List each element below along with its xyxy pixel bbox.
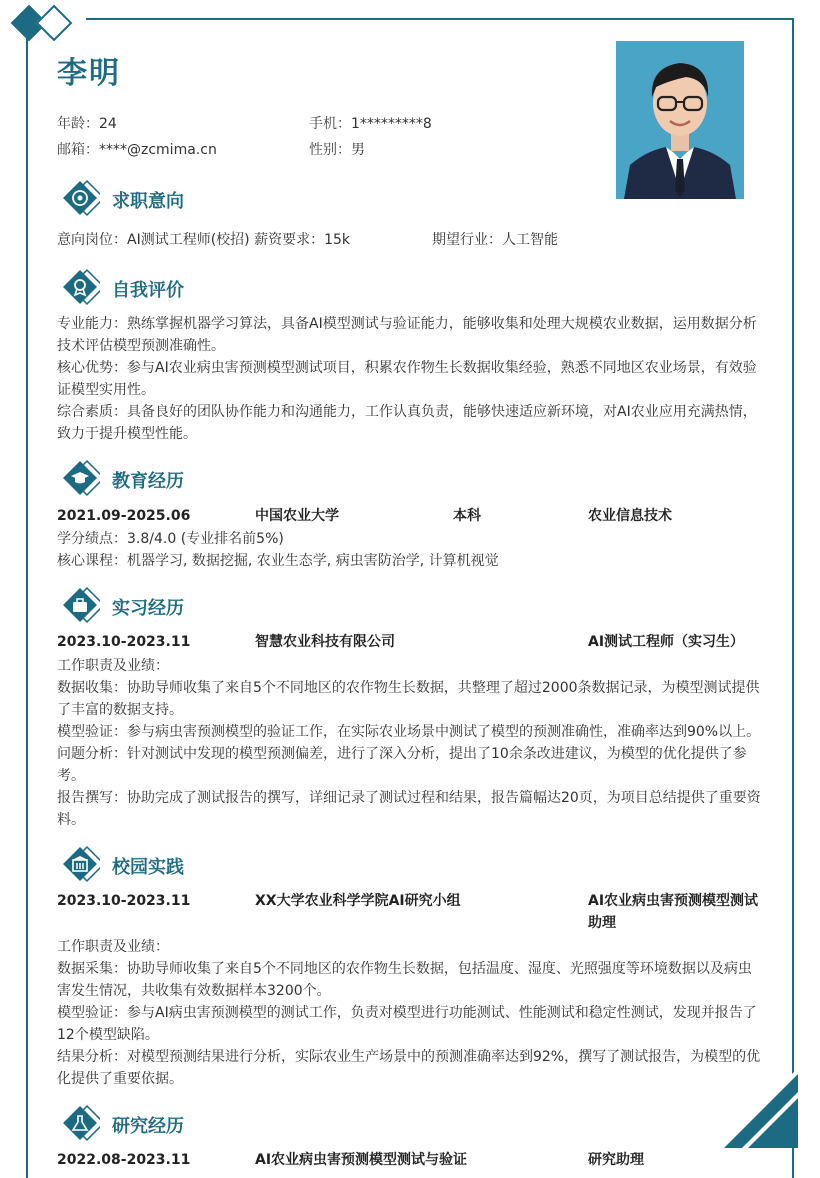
campus-role: AI农业病虫害预测模型测试	[588, 893, 759, 909]
email-value: ****@zcmima.cn	[99, 142, 217, 158]
internship-role: AI测试工程师（实习生）	[588, 634, 745, 650]
graduation-cap-icon	[60, 458, 100, 498]
candidate-name: 李明	[57, 56, 121, 91]
internship-line: 问题分析：针对测试中发现的模型预测偏差，进行了深入分析，提出了10余条改进建议，为模型的优化提供了参	[57, 746, 747, 762]
briefcase-icon	[60, 585, 100, 625]
phone-label: 手机：	[309, 116, 351, 132]
internship-line: 考。	[57, 768, 85, 784]
campus-line: 化提供了重要依据。	[57, 1071, 183, 1087]
gender-field	[309, 139, 365, 159]
self-eval-line: 核心优势：参与AI农业病虫害预测模型测试项目，积累农作物生长数据收集经验，熟悉不同地区农业场景，有效验	[57, 360, 757, 376]
research-period: 2022.08-2023.11	[57, 1152, 191, 1168]
internship-line: 了丰富的数据支持。	[57, 702, 183, 718]
building-icon	[60, 844, 100, 884]
self-eval-line: 综合素质：具备良好的团队协作能力和沟通能力，工作认真负责，能够快速适应新环境，对AI农业应用充满热情，	[57, 404, 757, 420]
education-period: 2021.09-2025.06	[57, 508, 191, 524]
target-icon	[60, 178, 100, 218]
campus-line: 工作职责及业绩：	[57, 939, 169, 955]
internship-line: 料。	[57, 812, 85, 828]
campus-line: 模型验证：参与AI病虫害预测模型的测试工作，负责对模型进行功能测试、性能测试和稳定性测试，发现并报告了	[57, 1005, 757, 1021]
campus-role-continued: 助理	[588, 915, 616, 931]
campus-line: 12个模型缺陷。	[57, 1027, 159, 1043]
section-title: 自我评价	[112, 280, 184, 301]
section-title: 教育经历	[112, 471, 184, 492]
phone-field	[309, 113, 432, 133]
section-title: 校园实践	[112, 857, 184, 878]
self-eval-line: 技术评估模型预测准确性。	[57, 338, 225, 354]
campus-line: 害发生情况，共收集有效数据样本3200个。	[57, 983, 331, 999]
age-field	[57, 113, 117, 133]
section-title: 研究经历	[112, 1116, 184, 1137]
internship-line: 工作职责及业绩：	[57, 658, 169, 674]
self-eval-line: 致力于提升模型性能。	[57, 426, 197, 442]
badge-icon	[60, 267, 100, 307]
job-industry: 期望行业：人工智能	[432, 232, 558, 248]
campus-period: 2023.10-2023.11	[57, 893, 191, 909]
internship-line: 数据收集：协助导师收集了来自5个不同地区的农作物生长数据，共整理了超过2000条数据记录，为模型测试提供	[57, 680, 760, 696]
research-role: 研究助理	[588, 1152, 644, 1168]
internship-line: 报告撰写：协助完成了测试报告的撰写，详细记录了测试过程和结果，报告篇幅达20页，为项目总结提供了重要资	[57, 790, 761, 806]
education-major: 农业信息技术	[588, 508, 672, 524]
profile-photo	[616, 41, 744, 199]
age-value: 24	[99, 116, 117, 132]
education-degree: 本科	[453, 508, 481, 524]
section-title: 求职意向	[112, 191, 184, 212]
research-project: AI农业病虫害预测模型测试与验证	[255, 1152, 468, 1168]
internship-company: 智慧农业科技有限公司	[255, 634, 395, 650]
job-position: 意向岗位：AI测试工程师(校招) 薪资要求：15k	[57, 232, 351, 248]
gender-label: 性别：	[309, 142, 351, 158]
education-gpa: 学分绩点：3.8/4.0 (专业排名前5%)	[57, 531, 284, 547]
phone-value: 1*********8	[351, 116, 432, 132]
email-label: 邮箱：	[57, 142, 99, 158]
campus-line: 数据采集：协助导师收集了来自5个不同地区的农作物生长数据，包括温度、湿度、光照强度等环境数据以及病虫	[57, 961, 752, 977]
age-label: 年龄：	[57, 116, 99, 132]
internship-period: 2023.10-2023.11	[57, 634, 191, 650]
self-eval-line: 证模型实用性。	[57, 382, 155, 398]
email-field	[57, 139, 217, 159]
education-courses: 核心课程：机器学习, 数据挖掘, 农业生态学, 病虫害防治学, 计算机视觉	[57, 553, 499, 569]
flask-icon	[60, 1103, 100, 1143]
campus-line: 结果分析：对模型预测结果进行分析，实际农业生产场景中的预测准确率达到92%，撰写了测试报告，为模型的优	[57, 1049, 761, 1065]
gender-value: 男	[351, 142, 365, 158]
section-title: 实习经历	[112, 598, 184, 619]
internship-line: 模型验证：参与病虫害预测模型的验证工作，在实际农业场景中测试了模型的预测准确性，准确率达到90%以上。	[57, 724, 761, 740]
self-eval-line: 专业能力：熟练掌握机器学习算法，具备AI模型测试与验证能力，能够收集和处理大规模农业数据，运用数据分析	[57, 316, 757, 332]
education-school: 中国农业大学	[255, 508, 339, 524]
campus-org: XX大学农业科学学院AI研究小组	[255, 893, 461, 909]
